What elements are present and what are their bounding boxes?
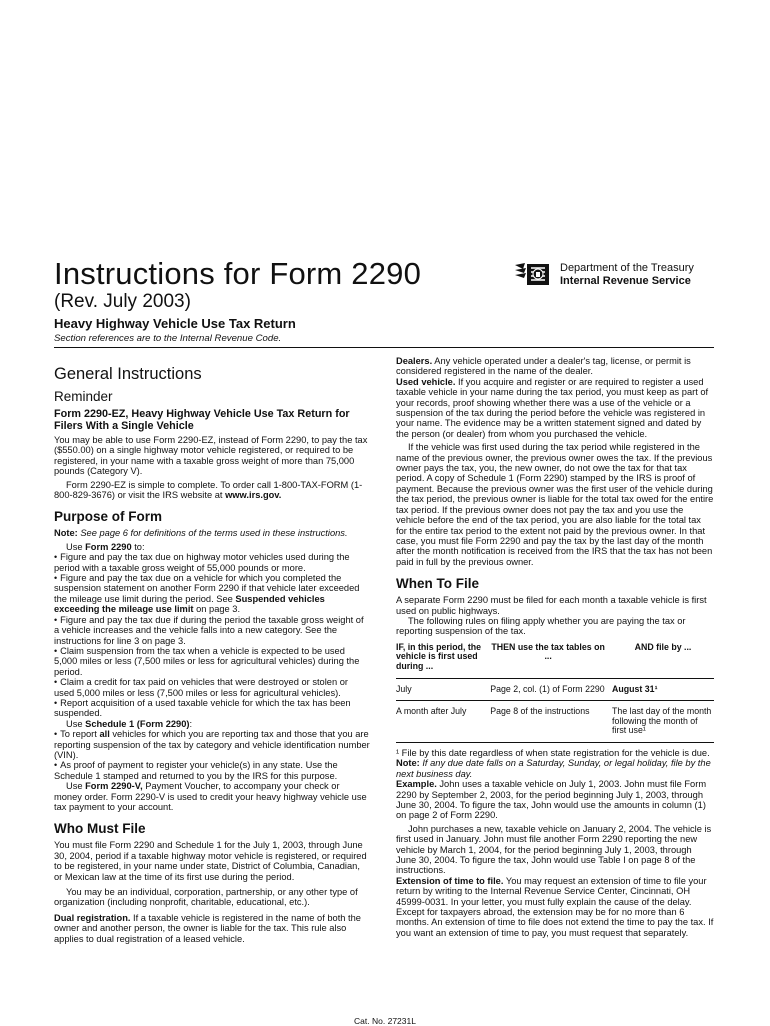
note-text: See page 6 for definitions of the terms used in these instructions. bbox=[77, 528, 348, 539]
table-header-file-by: AND file by ... bbox=[606, 643, 714, 678]
when-paragraph-2: The following rules on filing apply whether you are paying the tax or reporting suspension of the tax. bbox=[396, 615, 686, 637]
who-paragraph-2: You may be an individual, corporation, partnership, or any other type of organization (including nonprofit, charitable, educational, etc.). bbox=[54, 887, 358, 908]
extension-paragraph bbox=[396, 876, 714, 938]
reminder-heading: Reminder bbox=[54, 389, 113, 404]
bullet-proof-of-payment: • As proof of payment to register your vehicle(s) in any state. Use the Schedule 1 stamped and returned to you by the IRS for this purpose. bbox=[54, 760, 370, 781]
example-paragraph-2: John purchases a new, taxable vehicle on January 2, 2004. The vehicle is first used in January. John must file another Form 2290 reporting the new vehicle by March 1, 2004, for the period beginning July 1, 2003, through June 30, 2004. To figure the tax, John would use Table I on page 8 of the instructions. bbox=[396, 823, 712, 876]
form-2290ez-heading: Form 2290-EZ, Heavy Highway Vehicle Use Tax Return for Filers With a Single Vehicle bbox=[54, 408, 350, 432]
table-row bbox=[396, 678, 714, 701]
department-block bbox=[560, 262, 694, 288]
b7-text-c: vehicles for which you are reporting tax and those that you are reporting suspension of the tax by category and vehicle identification number (VIN). bbox=[54, 729, 370, 760]
dual-registration-text: If a taxable vehicle is registered in the name of both the owner and another person, the owner is liable for the tax. This rule also applies to dual registration of a leased vehicle. bbox=[54, 912, 361, 944]
table-cell: The last day of the month following the month of first use¹ bbox=[606, 701, 714, 743]
example-label: Example. bbox=[396, 779, 437, 790]
bullet-claim-credit: • Claim a credit for tax paid on vehicles that were destroyed or stolen or used 5,000 miles or less (7,500 miles or less for agricultural vehicles). bbox=[54, 677, 370, 698]
table-cell: July bbox=[396, 678, 484, 701]
table-row bbox=[396, 701, 714, 743]
schedule-1-ref: Schedule 1 (Form 2290) bbox=[85, 718, 190, 729]
use-text: Use bbox=[66, 541, 86, 552]
form-subtitle: Heavy Highway Vehicle Use Tax Return bbox=[54, 316, 296, 331]
bullet-figure-pay-tax: • Figure and pay the tax due on highway motor vehicles used during the period with a taxable gross weight of 55,000 pounds or more. bbox=[54, 552, 370, 573]
who-must-file-heading: Who Must File bbox=[54, 821, 146, 837]
form-2290v-ref: Form 2290-V, bbox=[85, 781, 143, 792]
section-references-note: Section references are to the Internal Revenue Code. bbox=[54, 333, 282, 344]
table-header-first-used: IF, in this period, the vehicle is first used during ... bbox=[396, 643, 484, 678]
bullet-report-acquisition: • Report acquisition of a used taxable vehicle for which the tax has been suspended. bbox=[54, 698, 370, 719]
irs-website-text: www.irs.gov. bbox=[225, 490, 282, 501]
sch1-use-text: Use bbox=[66, 718, 86, 729]
b2-ref: Suspended vehicles exceeding the mileage use limit bbox=[54, 593, 325, 615]
extension-text: You may request an extension of time to file your return by writing to the Internal Revenue Service Center, Cincinnati, OH 45999-0031. In your letter, you must fully explain the cause of the delay. Except for taxpayers abroad, the extension may be for no more than 6 months. An extension of time to file does not extend the time to pay the tax. If you want an extension of time to pay, you must request that separately. bbox=[396, 875, 714, 938]
filing-rules-table bbox=[396, 643, 714, 743]
used-vehicle-paragraph bbox=[396, 377, 714, 439]
irs-eagle-logo-icon bbox=[513, 261, 553, 288]
revision-date: (Rev. July 2003) bbox=[54, 291, 191, 312]
use-form-2290-lead bbox=[54, 542, 370, 552]
note2-text: If any due date falls on a Saturday, Sunday, or legal holiday, file by the next business day. bbox=[396, 758, 711, 779]
bullet-report-all-vehicles bbox=[54, 729, 370, 760]
when-to-file-heading: When To File bbox=[396, 576, 479, 592]
table-header-tax-tables: THEN use the tax tables on ... bbox=[484, 643, 606, 678]
purpose-note bbox=[54, 528, 370, 538]
when-paragraph-1: A separate Form 2290 must be filed for each month a taxable vehicle is first used on public highways. bbox=[396, 595, 707, 616]
bullet-weight-increase: • Figure and pay the tax due if during the period the taxable gross weight of a vehicle increases and the vehicle falls into a new category. See the instructions for line 3 on page 3. bbox=[54, 615, 370, 646]
agency-name: Internal Revenue Service bbox=[560, 275, 691, 287]
table-cell: A month after July bbox=[396, 701, 484, 743]
dual-registration-label: Dual registration. bbox=[54, 912, 131, 923]
dealers-text: Any vehicle operated under a dealer's tag, license, or permit is considered registered in the name of the dealer. bbox=[396, 356, 691, 377]
form-2290-ref: Form 2290 bbox=[85, 541, 132, 552]
b7-all: all bbox=[99, 729, 110, 740]
right-column bbox=[396, 356, 714, 938]
b2-text-a: Figure and pay the tax due on a vehicle for which you completed the suspension statement on another Form 2290 if that vehicle later exceeded the mileage use limit during the period. See bbox=[54, 573, 360, 604]
ez-paragraph-1: You may be able to use Form 2290-EZ, instead of Form 2290, to pay the tax ($550.00) on a single highway motor vehicle registered, or required to be registered, in your name with a taxable gross weight of more than 75,000 pounds (Category V). bbox=[54, 435, 368, 477]
table-header-row bbox=[396, 643, 714, 678]
page-title: Instructions for Form 2290 bbox=[54, 256, 422, 291]
example-paragraph bbox=[396, 779, 714, 821]
table-footnote: ¹ File by this date regardless of when state registration for the vehicle is due. bbox=[396, 747, 710, 758]
b2-text-c: on page 3. bbox=[193, 604, 241, 615]
extension-label: Extension of time to file. bbox=[396, 875, 504, 886]
note-label: Note: bbox=[54, 528, 78, 539]
table-cell: August 31¹ bbox=[606, 678, 714, 701]
dual-registration-paragraph bbox=[54, 913, 370, 944]
bullet-mileage-exceeded bbox=[54, 573, 370, 615]
ez-paragraph-2 bbox=[54, 480, 370, 501]
header-divider bbox=[54, 347, 714, 348]
bullet-claim-suspension: • Claim suspension from the tax when a vehicle is expected to be used 5,000 miles or less (7,500 miles or less for agricultural vehicles) during the period. bbox=[54, 646, 370, 677]
example-text: John uses a taxable vehicle on July 1, 2003. John must file Form 2290 by September 2, 2003, for the period beginning July 1, 2003, through June 30, 2004. To figure the tax, John would use the amounts in column (1) on page 2 of Form 2290. bbox=[396, 779, 707, 821]
sch1-colon: : bbox=[189, 718, 193, 729]
to-text: to: bbox=[131, 541, 145, 552]
v-text: Payment Voucher, to accompany your check or money order. Form 2290-V is used to credit your heavy highway vehicle use tax payment to your account. bbox=[54, 781, 367, 812]
v-use-text: Use bbox=[66, 781, 86, 792]
department-name: Department of the Treasury bbox=[560, 262, 694, 274]
use-schedule-1-lead bbox=[54, 719, 370, 729]
b7-text-a: To report bbox=[60, 729, 100, 740]
used-vehicle-paragraph-2: If the vehicle was first used during the tax period while registered in the name of the previous owner, the previous owner owes the tax. If the previous owner pays the tax, you, the new owner, do not owe the tax for that tax period. A copy of Schedule 1 (Form 2290) stamped by the IRS is proof of payment. Because the previous owner was the first user of the vehicle during the tax period, the previous owner is liable for the total tax owed for the entire tax period. If the previous owner does not pay the tax and you use the vehicle before the end of the tax period, you are also liable for the total tax for the entire tax period to the extent not paid by the previous owner. In that case, you must file Form 2290 and pay the tax by the last day of the month after the month notification is received from the IRS that the tax has not been paid in full by the previous owner. bbox=[396, 442, 714, 567]
used-vehicle-text: If you acquire and register or are required to register a used taxable vehicle in your name during the tax period, you must keep as part of your records, proof showing whether there was a use of the vehicle or a suspension of the tax during the period before the vehicle was registered in your name. The evidence may be a written statement signed and dated by the person (or dealer) from whom you purchased the vehicle. bbox=[396, 376, 709, 439]
left-column bbox=[54, 356, 370, 944]
who-paragraph-1: You must file Form 2290 and Schedule 1 for the July 1, 2003, through June 30, 2004, period if a taxable highway motor vehicle is registered, or required to be registered, in your name under state, District of Columbia, Canadian, or Mexican law at the time of its first use during the period. bbox=[54, 840, 367, 882]
table-cell: Page 2, col. (1) of Form 2290 bbox=[484, 678, 606, 701]
general-instructions-heading: General Instructions bbox=[54, 365, 202, 383]
note2-label: Note: bbox=[396, 758, 420, 769]
due-date-note bbox=[396, 758, 714, 779]
catalog-number: Cat. No. 27231L bbox=[354, 1016, 416, 1026]
ez-order-text: Form 2290-EZ is simple to complete. To order call 1-800-TAX-FORM (1-800-829-3676) or visit the IRS website at bbox=[54, 479, 363, 501]
dealers-label: Dealers. bbox=[396, 356, 433, 366]
purpose-heading: Purpose of Form bbox=[54, 509, 163, 525]
table-cell: Page 8 of the instructions bbox=[484, 701, 606, 743]
dealers-paragraph bbox=[396, 356, 714, 377]
use-form-2290v bbox=[54, 781, 370, 812]
used-vehicle-label: Used vehicle. bbox=[396, 376, 456, 387]
